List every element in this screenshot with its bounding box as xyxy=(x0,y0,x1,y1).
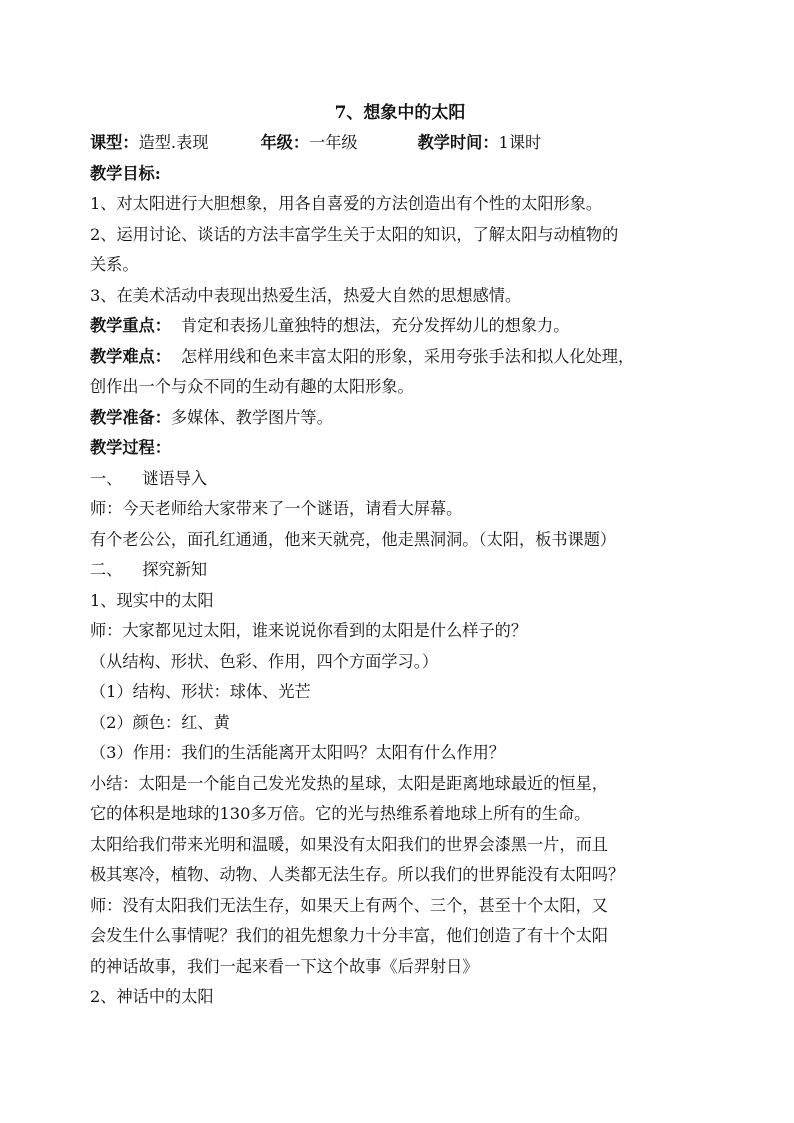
process-line: （2）颜色：红、黄 xyxy=(90,712,230,732)
process-line: 师：今天老师给大家带来了一个谜语，请看大屏幕。 xyxy=(90,499,463,518)
process-line: 师：没有太阳我们无法生存，如果天上有两个、三个，甚至十个太阳，又 xyxy=(90,895,608,915)
key-point xyxy=(90,311,710,342)
process-line: 有个老公公，面孔红通通，他来天就亮，他走黑洞洞。（太阳，板书课题） xyxy=(90,529,617,549)
process-heading: 教学过程： xyxy=(90,438,171,457)
lesson-title: 7、想象中的太阳 xyxy=(334,103,466,123)
process-line: 太阳给我们带来光明和温暖，如果没有太阳我们的世界会漆黑一片，而且 xyxy=(90,834,608,854)
difficulty-label: 教学难点： xyxy=(90,346,171,366)
goal-line: 1、对太阳进行大胆想象，用各自喜爱的方法创造出有个性的太阳形象。 xyxy=(90,194,603,213)
goal-line: 3、在美术活动中表现出热爱生活，热爱大自然的思想感情。 xyxy=(90,285,522,305)
process-line: 师：大家都见过太阳，谁来说说你看到的太阳是什么样子的？ xyxy=(90,621,528,640)
document-page xyxy=(90,98,710,1013)
section-title: 探究新知 xyxy=(142,560,208,579)
goal-line: 关系。 xyxy=(90,255,139,274)
process-line: 1、现实中的太阳 xyxy=(90,590,214,610)
grade-value: 一年级 xyxy=(309,133,358,152)
difficulty xyxy=(90,342,710,373)
goal-line: 2、运用讨论、谈话的方法丰富学生关于太阳的知识，了解太阳与动植物的 xyxy=(90,224,619,244)
section-title: 谜语导入 xyxy=(142,468,208,488)
key-point-text: 肯定和表扬儿童独特的想法，充分发挥幼儿的想象力。 xyxy=(180,316,570,335)
type-label: 课型： xyxy=(90,133,139,152)
preparation-label: 教学准备： xyxy=(90,407,171,427)
process-line: 会发生什么事情呢？我们的祖先想象力十分丰富，他们创造了有十个太阳 xyxy=(90,926,608,945)
section-heading xyxy=(90,464,710,495)
time-value: 1课时 xyxy=(498,133,542,152)
section-heading xyxy=(90,555,710,586)
preparation xyxy=(90,403,710,434)
goals-heading: 教学目标: xyxy=(90,163,161,183)
process-line: 的神话故事，我们一起来看一下这个故事《后羿射日》 xyxy=(90,956,479,976)
type-value: 造型.表现 xyxy=(138,133,209,152)
process-line: （1）结构、形状：球体、光芒 xyxy=(90,682,311,701)
process-line: 2、神话中的太阳 xyxy=(90,987,214,1006)
section-number: 二、 xyxy=(90,560,123,579)
process-line: 极其寒冷，植物、动物、人类都无法生存。所以我们的世界能没有太阳吗？ xyxy=(90,865,625,884)
section-number: 一、 xyxy=(90,468,123,488)
difficulty-continued: 创作出一个与众不同的生动有趣的太阳形象。 xyxy=(90,377,414,396)
process-line: 小结：太阳是一个能自己发光发热的星球，太阳是距离地球最近的恒星， xyxy=(90,773,608,793)
time-label: 教学时间： xyxy=(417,133,499,152)
key-point-label: 教学重点： xyxy=(90,316,171,335)
difficulty-text: 怎样用线和色来丰富太阳的形象，采用夸张手法和拟人化处理， xyxy=(180,346,635,366)
process-line: （从结构、形状、色彩、作用，四个方面学习。） xyxy=(90,651,439,671)
process-line: （3）作用：我们的生活能离开太阳吗？太阳有什么作用？ xyxy=(90,743,505,762)
grade-label: 年级： xyxy=(260,133,310,152)
preparation-text: 多媒体、教学图片等。 xyxy=(170,407,333,427)
lesson-meta xyxy=(90,128,710,159)
process-line: 它的体积是地球的130多万倍。它的光与热维系着地球上所有的生命。 xyxy=(90,804,591,823)
